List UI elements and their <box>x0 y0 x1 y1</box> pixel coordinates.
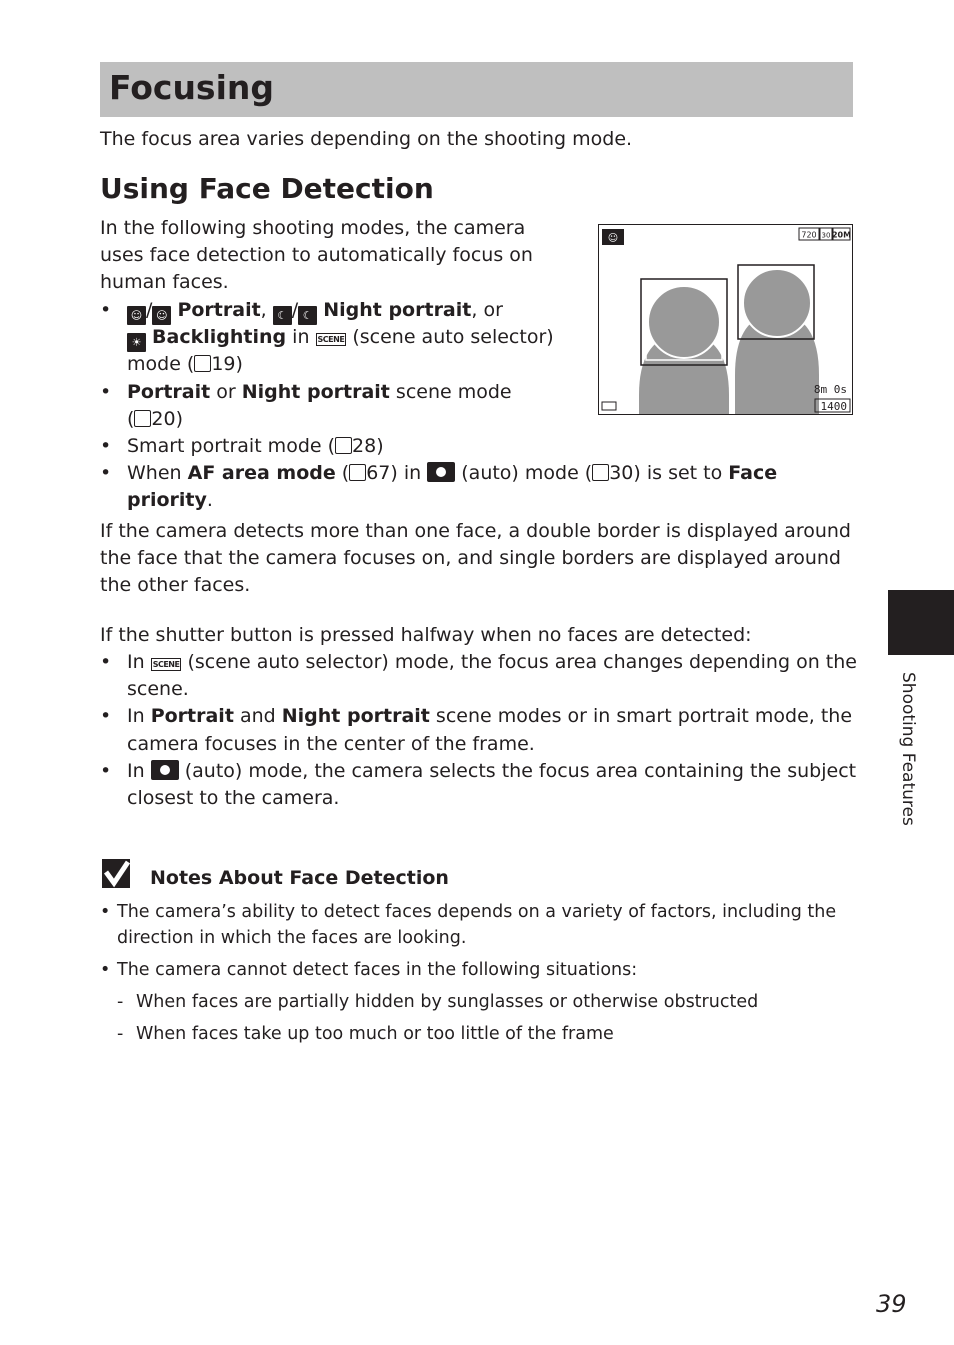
mode-name: Backlighting <box>152 326 287 348</box>
face-detection-figure <box>599 225 852 414</box>
book-ref-icon <box>592 464 609 481</box>
night-portrait-icon: ☾ <box>298 306 317 325</box>
text: The camera’s ability to detect faces depends on a variety of factors, including the <box>117 902 837 922</box>
scene-auto-icon: SCENE <box>152 660 180 669</box>
mode-name: Night portrait <box>323 299 472 321</box>
camera-auto-icon <box>151 760 179 780</box>
camera-auto-icon <box>427 462 455 482</box>
text: (scene auto selector) mode, the focus area changes depending on the <box>181 651 857 673</box>
scene-auto-icon: SCENE <box>317 335 345 344</box>
svg-text:☺: ☺ <box>607 233 619 244</box>
text: camera focuses in the center of the frame. <box>127 733 535 755</box>
text: (auto) mode, the camera selects the focus area containing the subject <box>178 760 857 782</box>
fps-label: 30 <box>821 231 831 240</box>
camera-screen-illustration <box>598 224 853 415</box>
bullet-icon: • <box>100 381 112 403</box>
text: In <box>127 760 151 782</box>
text: ( <box>127 408 135 430</box>
bullet-icon: • <box>100 960 111 980</box>
mode-name: Portrait <box>177 299 261 321</box>
para1-line1: In the following shooting modes, the camera <box>100 217 526 239</box>
title-bar <box>100 62 853 117</box>
person-head <box>648 286 720 358</box>
text: direction in which the faces are looking. <box>117 928 467 948</box>
text: 20) <box>151 408 184 430</box>
bullet-icon: • <box>100 651 112 673</box>
bullet-icon: • <box>100 760 112 782</box>
book-ref-icon <box>349 464 366 481</box>
chapter-tab <box>888 590 954 655</box>
checkmark-icon <box>100 858 134 890</box>
text: 28) <box>352 435 384 457</box>
text: 19) <box>211 353 243 375</box>
text: or <box>210 381 242 403</box>
intro-text: The focus area varies depending on the shooting mode. <box>100 128 633 150</box>
book-ref-icon <box>335 437 352 454</box>
chapter-label: Shooting Features <box>898 672 918 826</box>
text: In <box>127 651 151 673</box>
portrait-icon: ☺ <box>152 306 171 325</box>
para3: If the shutter button is pressed halfway when no faces are detected: <box>100 624 752 646</box>
bullet-icon: • <box>100 705 112 727</box>
text: (scene auto selector) <box>352 326 554 348</box>
setting-value: Face <box>728 462 778 484</box>
text: 67) in <box>366 462 428 484</box>
text: and <box>233 705 282 727</box>
backlighting-icon: ☀ <box>127 333 146 352</box>
note-title: Notes About Face Detection <box>150 867 449 889</box>
para1-line3: human faces. <box>100 271 229 293</box>
book-ref-icon <box>134 410 151 427</box>
text: , <box>260 299 267 321</box>
person-head <box>743 269 811 337</box>
text: 30) is set to <box>609 462 729 484</box>
text: ( <box>335 462 350 484</box>
text: closest to the camera. <box>127 787 340 809</box>
text: When faces are partially hidden by sunglasses or otherwise obstructed <box>136 992 759 1012</box>
text: When faces take up too much or too little of the frame <box>136 1024 614 1044</box>
text: In <box>127 705 151 727</box>
mode-name: Portrait <box>127 381 211 403</box>
para2-line2: the face that the camera focuses on, and single borders are displayed around <box>100 547 841 569</box>
bullet-icon: • <box>100 435 112 457</box>
dash-marker: - <box>117 1024 124 1044</box>
text: scene modes or in smart portrait mode, the <box>429 705 853 727</box>
exposure-count: 1400 <box>820 400 847 413</box>
bullet-icon: • <box>100 902 111 922</box>
text: scene. <box>127 678 189 700</box>
dash-marker: - <box>117 992 124 1012</box>
text: (auto) mode ( <box>455 462 593 484</box>
para2-line1: If the camera detects more than one face, a double border is displayed around <box>100 520 851 542</box>
para1-line2: uses face detection to automatically focus on <box>100 244 533 266</box>
text: scene mode <box>389 381 512 403</box>
setting-value: priority <box>127 489 207 511</box>
page-number: 39 <box>876 1290 907 1318</box>
mode-name: Night portrait <box>281 705 430 727</box>
battery-icon <box>602 402 616 410</box>
page-title: Focusing <box>109 68 274 107</box>
video-size-label: 720 <box>801 230 817 240</box>
para2-line3: the other faces. <box>100 574 251 596</box>
text: , or <box>471 299 503 321</box>
bullet-icon: • <box>100 299 112 321</box>
book-ref-icon <box>194 355 211 372</box>
text: The camera cannot detect faces in the following situations: <box>117 960 638 980</box>
text: mode ( <box>127 353 195 375</box>
night-portrait-icon: ☾ <box>273 306 292 325</box>
text: When <box>127 462 188 484</box>
text: . <box>206 489 213 511</box>
bullet-icon: • <box>100 462 112 484</box>
text: in <box>286 326 316 348</box>
text: Smart portrait mode ( <box>127 435 336 457</box>
mode-name: Portrait <box>150 705 234 727</box>
time-remaining: 8m 0s <box>813 383 847 396</box>
setting-name: AF area mode <box>187 462 336 484</box>
image-size-label: 20M <box>831 230 852 240</box>
portrait-icon: ☺ <box>127 306 146 325</box>
mode-name: Night portrait <box>241 381 390 403</box>
section-title: Using Face Detection <box>100 172 434 205</box>
